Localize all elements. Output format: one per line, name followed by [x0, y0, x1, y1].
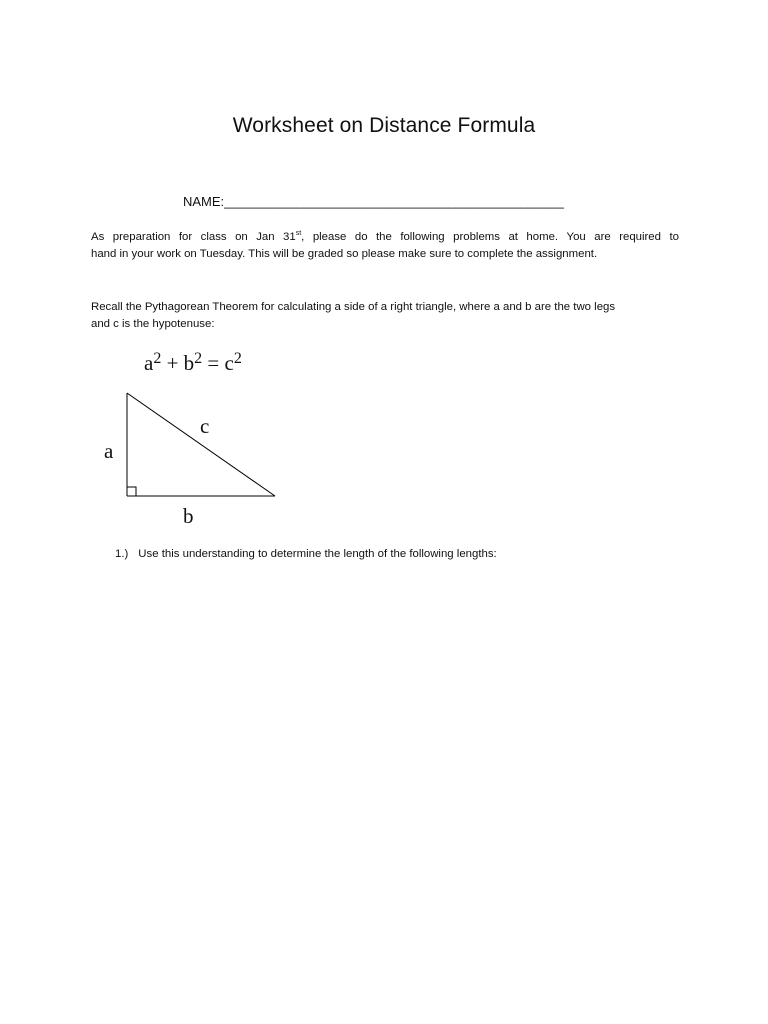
intro-paragraph — [91, 229, 679, 263]
intro-word: 31st, — [283, 230, 305, 243]
name-blank: _______________________________________________ — [224, 194, 564, 209]
formula-c-exponent: 2 — [233, 350, 242, 367]
triangle-label-c: c — [200, 414, 210, 438]
intro-word: class — [200, 231, 227, 243]
intro-word: on — [235, 231, 248, 243]
question-1-text: Use this understanding to determine the length of the following lengths: — [138, 548, 497, 560]
intro-word: problems — [453, 231, 500, 243]
formula-plus: + — [166, 351, 179, 375]
intro-line-1 — [91, 229, 679, 246]
triangle-label-a: a — [104, 439, 114, 463]
intro-word: to — [669, 231, 679, 243]
formula-c: c — [224, 351, 234, 375]
intro-word: are — [594, 231, 611, 243]
intro-word: preparation — [112, 231, 171, 243]
formula-a: a — [144, 351, 154, 375]
right-triangle-diagram — [95, 385, 285, 505]
right-angle-marker — [127, 487, 136, 496]
intro-word: Jan — [256, 231, 275, 243]
intro-word: the — [376, 231, 392, 243]
name-field-line — [183, 194, 564, 209]
recall-line-1: Recall the Pythagorean Theorem for calculating a side of a right triangle, where a and b are the two legs — [91, 301, 616, 313]
triangle-hypotenuse-c — [127, 393, 275, 496]
name-label: NAME: — [183, 194, 225, 209]
formula-b: b — [183, 351, 195, 375]
intro-word: You — [566, 231, 586, 243]
pythagorean-formula — [144, 350, 242, 376]
intro-word: at — [508, 231, 518, 243]
intro-line-2: hand in your work on Tuesday. This will be graded so please make sure to complete the assignment. — [91, 248, 598, 260]
intro-word: As — [91, 231, 105, 243]
triangle-label-b: b — [183, 504, 194, 528]
ordinal-suffix: st — [295, 230, 302, 237]
formula-a-exponent: 2 — [153, 350, 162, 367]
intro-word: home. — [526, 231, 559, 243]
worksheet-title: Worksheet on Distance Formula — [232, 114, 536, 137]
intro-word: please — [312, 231, 347, 243]
question-1 — [115, 548, 497, 560]
formula-b-exponent: 2 — [194, 350, 203, 367]
intro-word: following — [400, 231, 445, 243]
recall-line-2: and c is the hypotenuse: — [91, 318, 215, 330]
formula-equals: = — [207, 351, 220, 375]
recall-paragraph — [91, 299, 679, 333]
intro-word: do — [354, 231, 368, 243]
intro-word: required — [619, 231, 661, 243]
question-1-number: 1.) — [115, 548, 129, 560]
intro-word: for — [178, 231, 193, 243]
